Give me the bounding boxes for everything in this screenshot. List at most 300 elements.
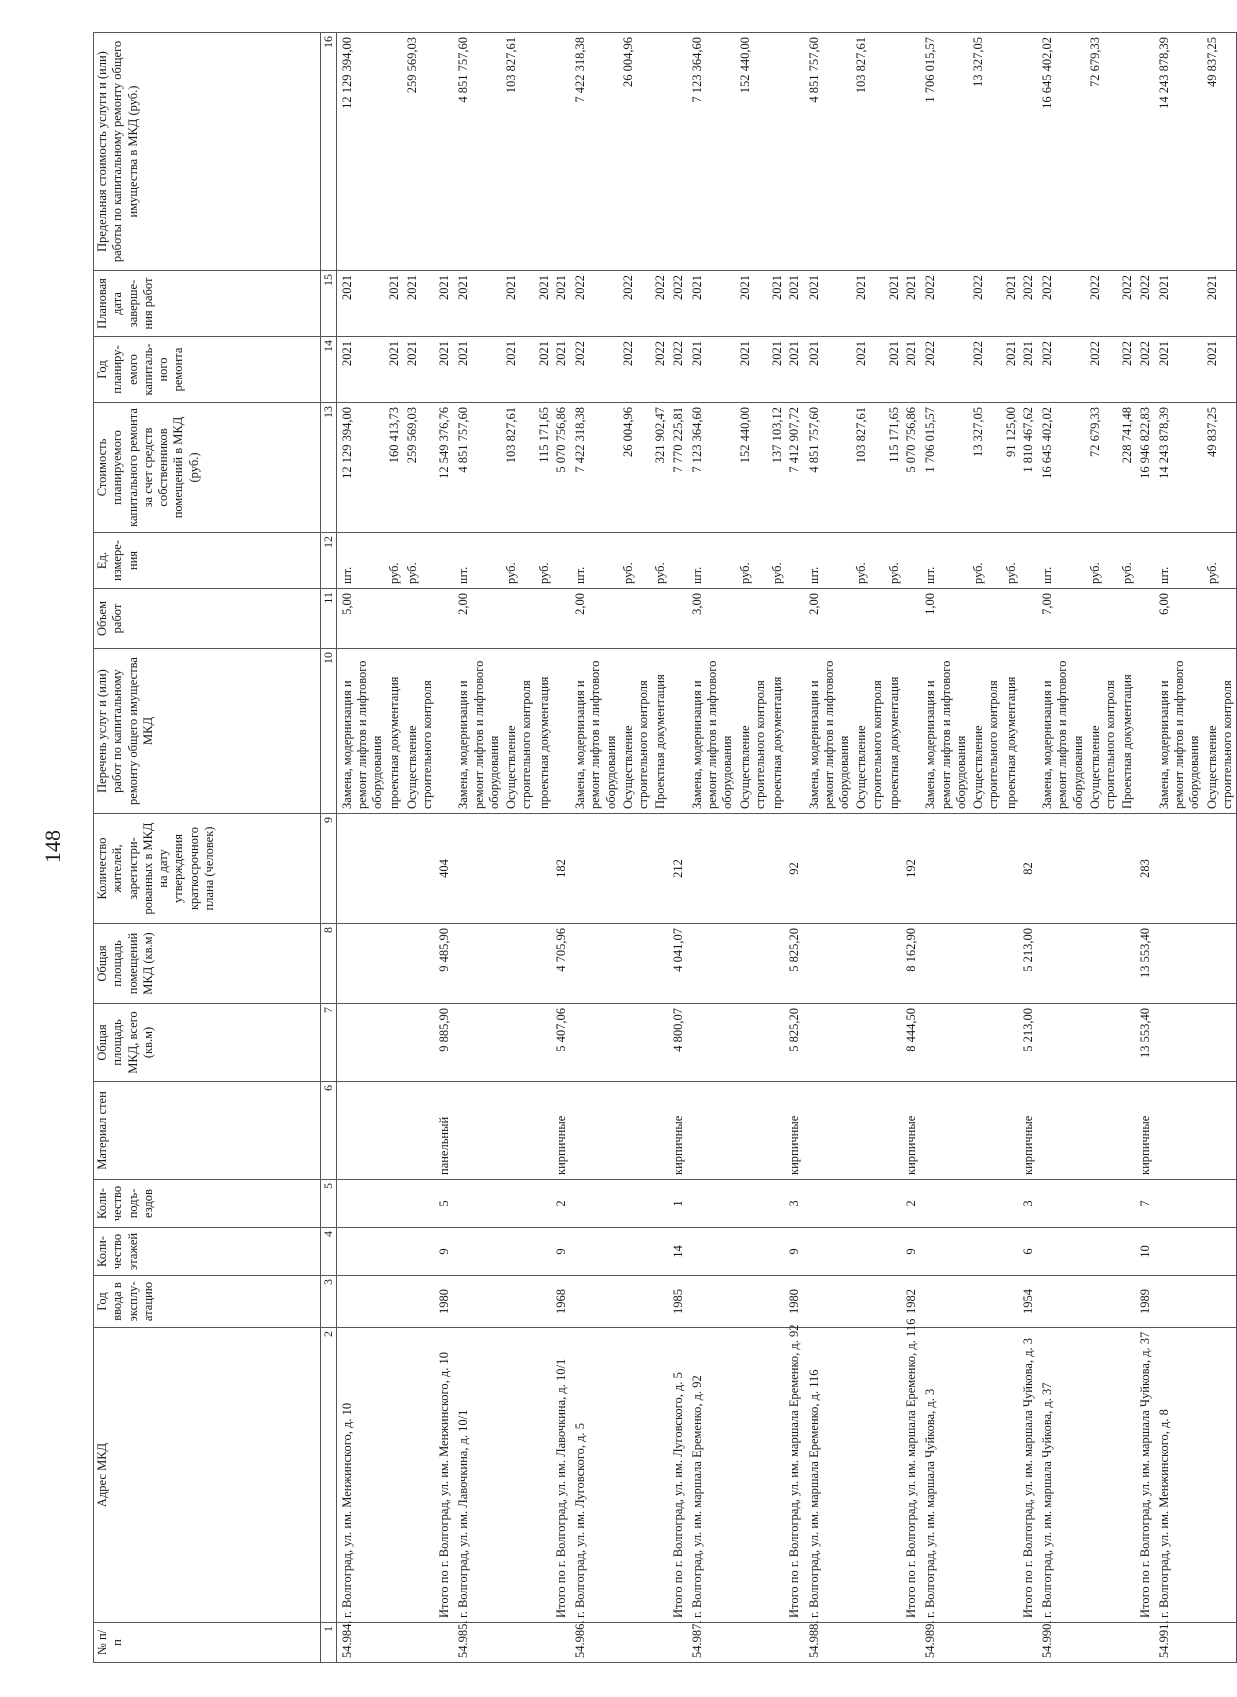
table-cell — [886, 1004, 903, 1082]
column-header: Коли-чество подъ-ездов — [94, 1180, 321, 1228]
table-cell — [786, 589, 803, 649]
total-row — [1137, 33, 1154, 1663]
table-cell — [386, 1228, 403, 1276]
column-header: Год планиру-емого капиталь-ного ремонта — [94, 337, 321, 403]
cost-cell: 7 123 364,60 — [687, 403, 737, 533]
table-cell — [652, 1276, 669, 1328]
year-cell: 1980 — [436, 1276, 453, 1328]
table-cell — [886, 814, 903, 924]
column-header: Общая площадь МКД, всего (кв.м) — [94, 1004, 321, 1082]
column-number: 16 — [321, 33, 337, 271]
table-cell — [1119, 814, 1136, 924]
row-number — [652, 1623, 669, 1663]
total-row — [1020, 33, 1037, 1663]
table-cell — [687, 1228, 737, 1276]
end-year-cell: 2021 — [453, 271, 503, 337]
limit-cell: 16 645 402,02 — [1037, 33, 1087, 271]
volume-cell: 5,00 — [336, 589, 386, 649]
table-cell — [970, 1004, 1003, 1082]
table-row — [453, 33, 503, 1663]
table-row — [1154, 33, 1204, 1663]
table-cell — [453, 814, 503, 924]
address-cell — [1003, 1328, 1020, 1623]
table-cell — [386, 924, 403, 1004]
row-number: 54.990. — [1037, 1623, 1087, 1663]
work-name: Замена, модернизация и ремонт лифтов и лифтового оборудования — [336, 649, 386, 814]
residents-cell: 182 — [553, 814, 570, 924]
table-cell — [769, 1004, 786, 1082]
address-cell — [1087, 1328, 1120, 1623]
table-cell — [536, 1082, 553, 1180]
table-cell — [652, 1180, 669, 1228]
table-cell — [453, 1180, 503, 1228]
end-year-cell: 2022 — [1020, 271, 1037, 337]
work-name: Замена, модернизация и ремонт лифтов и лифтового оборудования — [570, 649, 620, 814]
table-cell — [536, 1004, 553, 1082]
cost-cell: 1 706 015,57 — [920, 403, 970, 533]
plan-year-cell: 2022 — [652, 337, 669, 403]
table-cell — [536, 1180, 553, 1228]
work-name: проектная документация — [386, 649, 403, 814]
work-name: Осуществление строительного контроля — [620, 649, 653, 814]
limit-cell: 1 706 015,57 — [920, 33, 970, 271]
column-header: Перечень услуг и (или) работ по капитальному ремонту общего имущества МКД — [94, 649, 321, 814]
limit-cell: 103 827,61 — [503, 33, 536, 271]
area-total-cell: 8 444,50 — [903, 1004, 920, 1082]
limit-cell — [1003, 33, 1020, 271]
volume-cell — [769, 589, 786, 649]
address-cell — [652, 1328, 669, 1623]
unit-cell: руб. — [536, 533, 553, 589]
cost-cell: 72 679,33 — [1087, 403, 1120, 533]
table-cell — [404, 924, 437, 1004]
table-cell — [786, 33, 803, 271]
unit-cell: руб. — [404, 533, 437, 589]
plan-year-cell: 2021 — [853, 337, 886, 403]
table-cell — [1204, 1180, 1237, 1228]
cost-cell: 4 851 757,60 — [453, 403, 503, 533]
column-number: 7 — [321, 1004, 337, 1082]
end-year-cell: 2021 — [737, 271, 770, 337]
cost-cell: 259 569,03 — [404, 403, 437, 533]
table-cell — [670, 33, 687, 271]
unit-cell: руб. — [620, 533, 653, 589]
plan-year-cell: 2021 — [436, 337, 453, 403]
table-row — [687, 33, 737, 1663]
table-row — [1003, 33, 1020, 1663]
column-header: Год ввода в эксплу-атацию — [94, 1276, 321, 1328]
table-cell — [920, 1180, 970, 1228]
volume-cell — [1119, 589, 1136, 649]
limit-cell: 72 679,33 — [1087, 33, 1120, 271]
cost-cell: 26 004,96 — [620, 403, 653, 533]
table-cell — [386, 1276, 403, 1328]
area-rooms-cell: 9 485,90 — [436, 924, 453, 1004]
limit-cell: 13 327,05 — [970, 33, 1003, 271]
area-total-cell: 5 825,20 — [786, 1004, 803, 1082]
column-number: 11 — [321, 589, 337, 649]
table-cell — [737, 1180, 770, 1228]
plan-year-cell: 2022 — [1087, 337, 1120, 403]
year-cell: 1985 — [670, 1276, 687, 1328]
limit-cell — [769, 33, 786, 271]
year-cell: 1980 — [786, 1276, 803, 1328]
table-cell — [1154, 924, 1204, 1004]
table-cell — [1003, 1228, 1020, 1276]
table-cell — [652, 1228, 669, 1276]
table-row — [336, 33, 386, 1663]
table-cell — [436, 589, 453, 649]
address-cell: г. Волгоград, ул. им. маршала Еременко, д. 116 — [804, 1328, 854, 1623]
unit-cell: шт. — [804, 533, 854, 589]
cost-cell: 137 103,12 — [769, 403, 786, 533]
table-cell — [804, 1004, 854, 1082]
volume-cell — [1003, 589, 1020, 649]
table-cell — [453, 1276, 503, 1328]
year-cell: 1989 — [1137, 1276, 1154, 1328]
table-cell — [1204, 1082, 1237, 1180]
volume-cell: 6,00 — [1154, 589, 1204, 649]
work-name: Осуществление строительного контроля — [503, 649, 536, 814]
table-cell — [1137, 649, 1154, 814]
volume-cell — [1204, 589, 1237, 649]
total-cost-cell: 5 070 756,86 — [903, 403, 920, 533]
table-cell — [1154, 1082, 1204, 1180]
table-row — [970, 33, 1003, 1663]
unit-cell: руб. — [1003, 533, 1020, 589]
limit-cell: 49 837,25 — [1204, 33, 1237, 271]
volume-cell: 1,00 — [920, 589, 970, 649]
unit-cell: руб. — [970, 533, 1003, 589]
total-cost-cell: 1 810 467,62 — [1020, 403, 1037, 533]
limit-cell: 14 243 878,39 — [1154, 33, 1204, 271]
table-cell — [886, 1082, 903, 1180]
column-number: 5 — [321, 1180, 337, 1228]
unit-cell: шт. — [570, 533, 620, 589]
table-cell — [1087, 924, 1120, 1004]
total-cost-cell: 5 070 756,86 — [553, 403, 570, 533]
plan-year-cell: 2021 — [769, 337, 786, 403]
table-cell — [652, 814, 669, 924]
unit-cell: руб. — [1204, 533, 1237, 589]
table-cell — [737, 1004, 770, 1082]
table-cell — [336, 1180, 386, 1228]
area-rooms-cell: 8 162,90 — [903, 924, 920, 1004]
column-number: 9 — [321, 814, 337, 924]
table-cell — [853, 924, 886, 1004]
work-name: проектная документация — [769, 649, 786, 814]
unit-cell: шт. — [1154, 533, 1204, 589]
table-cell — [1204, 1228, 1237, 1276]
table-cell — [336, 924, 386, 1004]
total-label: Итого по г. Волгоград, ул. им. маршала Еременко, д. 92 — [786, 1328, 803, 1623]
entrances-cell: 1 — [670, 1180, 687, 1228]
cost-cell: 7 422 318,38 — [570, 403, 620, 533]
table-cell — [1154, 1228, 1204, 1276]
table-cell — [620, 1228, 653, 1276]
column-header: Общая площадь помещений МКД (кв.м) — [94, 924, 321, 1004]
table-cell — [1020, 33, 1037, 271]
column-header: Коли-чество этажей — [94, 1228, 321, 1276]
table-cell — [404, 814, 437, 924]
unit-cell: шт. — [1037, 533, 1087, 589]
limit-cell: 259 569,03 — [404, 33, 437, 271]
entrances-cell: 2 — [903, 1180, 920, 1228]
unit-cell: руб. — [652, 533, 669, 589]
plan-year-cell: 2022 — [970, 337, 1003, 403]
area-total-cell: 4 800,07 — [670, 1004, 687, 1082]
table-cell — [503, 1004, 536, 1082]
column-header: Материал стен — [94, 1082, 321, 1180]
limit-cell — [536, 33, 553, 271]
table-cell — [804, 1082, 854, 1180]
work-name: Проектная документация — [1119, 649, 1136, 814]
material-cell: кирпичные — [1020, 1082, 1037, 1180]
table-cell — [1204, 924, 1237, 1004]
table-cell — [1137, 33, 1154, 271]
floors-cell: 9 — [553, 1228, 570, 1276]
capital-repair-plan-table — [93, 33, 1234, 1663]
column-number: 3 — [321, 1276, 337, 1328]
table-cell — [903, 589, 920, 649]
volume-cell — [970, 589, 1003, 649]
table-cell — [503, 814, 536, 924]
table-cell — [453, 1082, 503, 1180]
column-number-row — [321, 33, 337, 1663]
plan-year-cell: 2021 — [1020, 337, 1037, 403]
table-cell — [920, 1082, 970, 1180]
table-row — [404, 33, 437, 1663]
unit-cell: руб. — [737, 533, 770, 589]
table-cell — [970, 1082, 1003, 1180]
total-cost-cell: 7 412 907,72 — [786, 403, 803, 533]
entrances-cell: 2 — [553, 1180, 570, 1228]
end-year-cell: 2021 — [436, 271, 453, 337]
table-cell — [1037, 814, 1087, 924]
cost-cell: 16 645 402,02 — [1037, 403, 1087, 533]
table-cell — [620, 1276, 653, 1328]
table-cell — [1119, 1082, 1136, 1180]
table-cell — [1154, 814, 1204, 924]
table-cell — [853, 1180, 886, 1228]
end-year-cell: 2021 — [786, 271, 803, 337]
unit-cell: шт. — [453, 533, 503, 589]
table-cell — [652, 1082, 669, 1180]
table-cell — [1003, 1180, 1020, 1228]
table-cell — [1154, 1004, 1204, 1082]
residents-cell: 283 — [1137, 814, 1154, 924]
table-cell — [620, 814, 653, 924]
end-year-cell: 2021 — [553, 271, 570, 337]
row-number — [1119, 1623, 1136, 1663]
row-number — [1204, 1623, 1237, 1663]
address-cell — [1204, 1328, 1237, 1623]
table-cell — [386, 1180, 403, 1228]
volume-cell — [386, 589, 403, 649]
cost-cell: 14 243 878,39 — [1154, 403, 1204, 533]
volume-cell — [404, 589, 437, 649]
material-cell: кирпичные — [670, 1082, 687, 1180]
table-cell — [804, 1228, 854, 1276]
table-cell — [570, 814, 620, 924]
table-cell — [652, 924, 669, 1004]
table-cell — [453, 924, 503, 1004]
table-cell — [404, 1228, 437, 1276]
table-cell — [570, 1276, 620, 1328]
table-row — [570, 33, 620, 1663]
end-year-cell: 2022 — [1119, 271, 1136, 337]
address-cell: г. Волгоград, ул. им. Менжинского, д. 8 — [1154, 1328, 1204, 1623]
table-cell — [503, 1082, 536, 1180]
volume-cell — [652, 589, 669, 649]
table-row — [920, 33, 970, 1663]
table-row — [503, 33, 536, 1663]
table-cell — [1137, 533, 1154, 589]
table-row — [853, 33, 886, 1663]
table-cell — [436, 649, 453, 814]
column-header: Объем работ — [94, 589, 321, 649]
volume-cell — [886, 589, 903, 649]
area-rooms-cell: 13 553,40 — [1137, 924, 1154, 1004]
plan-year-cell: 2021 — [453, 337, 503, 403]
table-cell — [1037, 1276, 1087, 1328]
year-cell: 1954 — [1020, 1276, 1037, 1328]
end-year-cell: 2021 — [903, 271, 920, 337]
table-cell — [886, 1228, 903, 1276]
end-year-cell: 2021 — [886, 271, 903, 337]
table-row — [886, 33, 903, 1663]
table-cell — [503, 1276, 536, 1328]
area-total-cell: 9 885,90 — [436, 1004, 453, 1082]
address-cell: г. Волгоград, ул. им. Лавочкина, д. 10/1 — [453, 1328, 503, 1623]
floors-cell: 9 — [903, 1228, 920, 1276]
total-row — [903, 33, 920, 1663]
residents-cell: 92 — [786, 814, 803, 924]
table-cell — [769, 1180, 786, 1228]
entrances-cell: 3 — [1020, 1180, 1037, 1228]
table-cell — [386, 1004, 403, 1082]
limit-cell: 4 851 757,60 — [453, 33, 503, 271]
row-number: 54.984. — [336, 1623, 386, 1663]
table-row — [652, 33, 669, 1663]
cost-cell: 4 851 757,60 — [804, 403, 854, 533]
entrances-cell: 5 — [436, 1180, 453, 1228]
plan-year-cell: 2021 — [404, 337, 437, 403]
work-name: Осуществление строительного контроля — [1087, 649, 1120, 814]
end-year-cell: 2022 — [670, 271, 687, 337]
end-year-cell: 2021 — [1003, 271, 1020, 337]
table-cell — [687, 924, 737, 1004]
cost-cell: 49 837,25 — [1204, 403, 1237, 533]
cost-cell: 115 171,65 — [886, 403, 903, 533]
end-year-cell: 2022 — [1037, 271, 1087, 337]
row-number — [536, 1623, 553, 1663]
table-cell — [570, 1082, 620, 1180]
table-cell — [1020, 1623, 1037, 1663]
work-name: Замена, модернизация и ремонт лифтов и лифтового оборудования — [804, 649, 854, 814]
end-year-cell: 2021 — [336, 271, 386, 337]
table-cell — [886, 924, 903, 1004]
total-label: Итого по г. Волгоград, ул. им. Луговского, д. 5 — [670, 1328, 687, 1623]
column-header: Количество жителей, зарегистри-рованных в МКД на дату утверждения краткосрочного плана (человек) — [94, 814, 321, 924]
table-cell — [453, 1228, 503, 1276]
limit-cell — [652, 33, 669, 271]
volume-cell: 2,00 — [804, 589, 854, 649]
table-cell — [620, 1180, 653, 1228]
row-number — [620, 1623, 653, 1663]
area-rooms-cell: 5 825,20 — [786, 924, 803, 1004]
residents-cell: 212 — [670, 814, 687, 924]
volume-cell — [853, 589, 886, 649]
volume-cell: 2,00 — [570, 589, 620, 649]
cost-cell: 115 171,65 — [536, 403, 553, 533]
table-cell — [620, 1004, 653, 1082]
cost-cell: 13 327,05 — [970, 403, 1003, 533]
row-number — [386, 1623, 403, 1663]
table-cell — [570, 1180, 620, 1228]
table-cell — [920, 924, 970, 1004]
total-label: Итого по г. Волгоград, ул. им. маршала Чуйкова, д. 3 — [1020, 1328, 1037, 1623]
end-year-cell: 2022 — [920, 271, 970, 337]
plan-year-cell: 2021 — [804, 337, 854, 403]
limit-cell — [1119, 33, 1136, 271]
table-cell — [970, 924, 1003, 1004]
table-cell — [1037, 1228, 1087, 1276]
address-cell — [404, 1328, 437, 1623]
table-cell — [853, 1228, 886, 1276]
table-cell — [903, 533, 920, 589]
row-number: 54.991. — [1154, 1623, 1204, 1663]
table-cell — [1119, 1228, 1136, 1276]
table-cell — [1087, 1228, 1120, 1276]
floors-cell: 9 — [786, 1228, 803, 1276]
page-number: 148 — [40, 830, 65, 863]
end-year-cell: 2021 — [687, 271, 737, 337]
table-cell — [1087, 814, 1120, 924]
table-cell — [436, 1623, 453, 1663]
total-label: Итого по г. Волгоград, ул. им. Менжинского, д. 10 — [436, 1328, 453, 1623]
area-rooms-cell: 4 041,07 — [670, 924, 687, 1004]
table-cell — [536, 1228, 553, 1276]
end-year-cell: 2021 — [1154, 271, 1204, 337]
total-cost-cell: 16 946 822,83 — [1137, 403, 1154, 533]
table-cell — [804, 924, 854, 1004]
plan-year-cell: 2021 — [553, 337, 570, 403]
table-cell — [970, 1180, 1003, 1228]
plan-year-cell: 2021 — [536, 337, 553, 403]
column-number: 10 — [321, 649, 337, 814]
table-cell — [1020, 589, 1037, 649]
table-cell — [336, 1228, 386, 1276]
row-number — [1003, 1623, 1020, 1663]
total-label: Итого по г. Волгоград, ул. им. маршала Чуйкова, д. 37 — [1137, 1328, 1154, 1623]
area-total-cell: 5 213,00 — [1020, 1004, 1037, 1082]
column-number: 13 — [321, 403, 337, 533]
work-name: проектная документация — [886, 649, 903, 814]
total-cost-cell: 7 770 225,81 — [670, 403, 687, 533]
table-cell — [336, 1004, 386, 1082]
end-year-cell: 2021 — [1204, 271, 1237, 337]
total-cost-cell: 12 549 376,76 — [436, 403, 453, 533]
table-cell — [436, 533, 453, 589]
table-cell — [786, 533, 803, 589]
end-year-cell: 2022 — [1137, 271, 1154, 337]
address-cell: г. Волгоград, ул. им. Менжинского, д. 10 — [336, 1328, 386, 1623]
residents-cell: 404 — [436, 814, 453, 924]
work-name: Осуществление строительного контроля — [853, 649, 886, 814]
row-number — [853, 1623, 886, 1663]
row-number — [737, 1623, 770, 1663]
